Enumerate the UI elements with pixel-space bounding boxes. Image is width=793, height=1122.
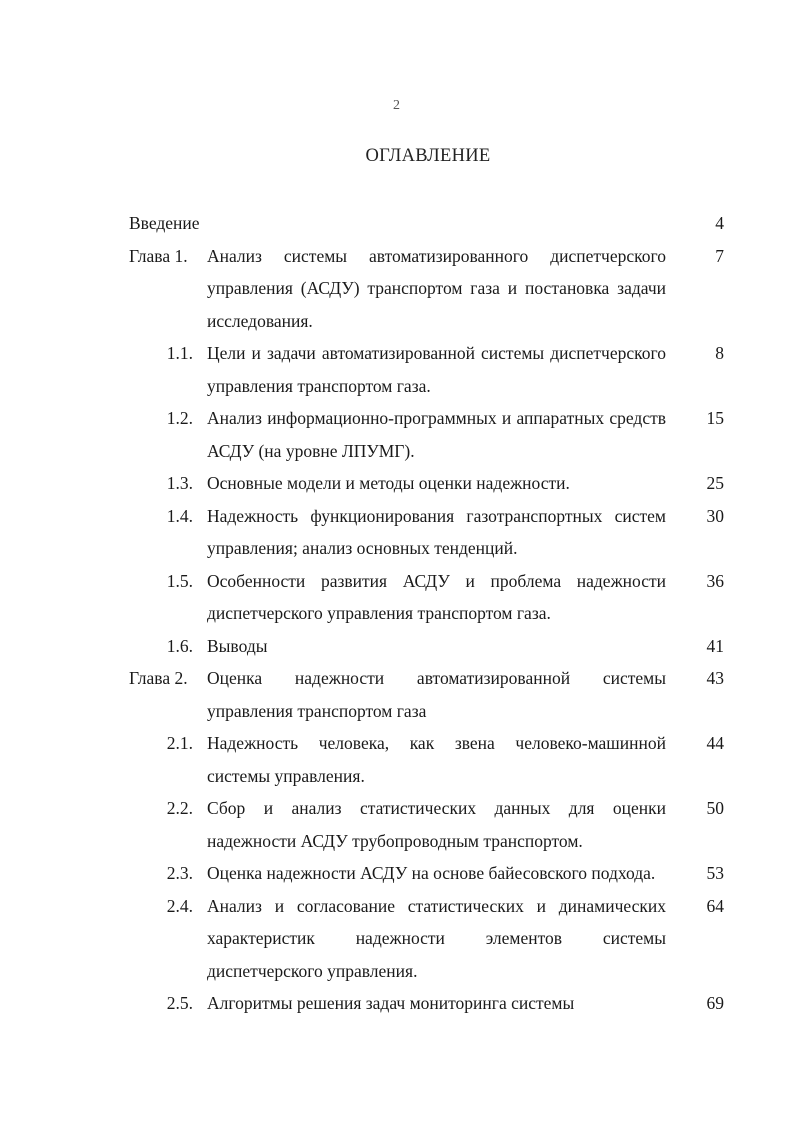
toc-entry-text: Анализ системы автоматизированного диспетчерского управления (АСДУ) транспортом газа и постановка задачи исследования. (207, 245, 666, 331)
toc-entry-label: Глава 1. (129, 245, 188, 266)
toc-entry-text: Надежность человека, как звена человеко-машинной системы управления. (207, 733, 666, 786)
toc-entry-section-1-6 (0, 630, 793, 663)
toc-entry-label: 1.3. (166, 473, 193, 493)
toc-entry-section-1-4 (0, 500, 793, 565)
table-of-contents (0, 207, 793, 1020)
toc-entry-label: 2.1. (166, 733, 193, 753)
toc-entry-text: Анализ информационно-программных и аппаратных средств АСДУ (на уровне ЛПУМГ). (207, 408, 666, 461)
toc-entry-text: Анализ и согласование статистических и динамических характеристик надежности элементов системы диспетчерского управления. (207, 895, 666, 981)
toc-entry-page: 30 (706, 505, 724, 526)
toc-entry-section-1-5 (0, 565, 793, 630)
toc-entry-section-2-3 (0, 857, 793, 890)
toc-entry-chapter-1 (0, 240, 793, 338)
toc-entry-label: 1.6. (166, 635, 193, 656)
toc-entry-page: 50 (706, 798, 724, 818)
toc-entry-text: Алгоритмы решения задач мониторинга системы (207, 993, 575, 1013)
toc-entry-label: 1.5. (166, 570, 193, 591)
toc-title: ОГЛАВЛЕНИЕ (365, 146, 491, 166)
toc-entry-text: Сбор и анализ статистических данных для оценки надежности АСДУ трубопроводным транспортом. (207, 798, 666, 851)
toc-entry-section-2-2 (0, 792, 793, 857)
toc-entry-page: 64 (706, 895, 724, 916)
toc-entry-page: 7 (715, 245, 724, 266)
toc-entry-text: Надежность функционирования газотранспортных систем управления; анализ основных тенденций. (207, 505, 666, 558)
toc-entry-text: Оценка надежности автоматизированной системы управления транспортом газа (207, 668, 666, 721)
toc-entry-label: 2.5. (166, 993, 193, 1013)
toc-entry-label: 2.2. (166, 798, 193, 818)
toc-entry-section-2-5 (0, 987, 793, 1020)
toc-entry-label: 2.4. (166, 895, 193, 916)
toc-entry-page: 41 (706, 635, 724, 656)
toc-entry-page: 44 (706, 733, 724, 753)
toc-entry-text: Введение (129, 213, 200, 233)
toc-entry-label: 2.3. (166, 863, 193, 883)
toc-entry-page: 4 (715, 213, 724, 233)
toc-entry-chapter-2 (0, 662, 793, 727)
toc-entry-page: 69 (706, 993, 724, 1013)
toc-entry-text: Выводы (207, 635, 268, 656)
toc-entry-text: Оценка надежности АСДУ на основе байесовского подхода. (207, 863, 656, 883)
toc-entry-section-1-2 (0, 402, 793, 467)
toc-entry-section-1-1 (0, 337, 793, 402)
toc-entry-page: 36 (706, 570, 724, 591)
toc-entry-page: 8 (715, 343, 724, 363)
toc-entry-label: 1.4. (166, 505, 193, 526)
toc-entry-text: Цели и задачи автоматизированной системы диспетчерского управления транспортом газа. (207, 343, 666, 396)
toc-entry-page: 43 (706, 668, 724, 688)
toc-entry-page: 25 (706, 473, 724, 493)
toc-entry-introduction (0, 207, 793, 240)
toc-entry-label: 1.1. (166, 343, 193, 363)
toc-entry-label: 1.2. (166, 408, 193, 428)
toc-entry-text: Основные модели и методы оценки надежности. (207, 473, 570, 493)
toc-entry-section-2-4 (0, 890, 793, 988)
toc-entry-label: Глава 2. (129, 668, 188, 688)
toc-entry-text: Особенности развития АСДУ и проблема надежности диспетчерского управления транспортом газа. (207, 570, 666, 623)
toc-entry-section-1-3 (0, 467, 793, 500)
toc-entry-page: 53 (706, 863, 724, 883)
toc-entry-page: 15 (706, 408, 724, 428)
page-number: 2 (393, 98, 400, 113)
toc-entry-section-2-1 (0, 727, 793, 792)
